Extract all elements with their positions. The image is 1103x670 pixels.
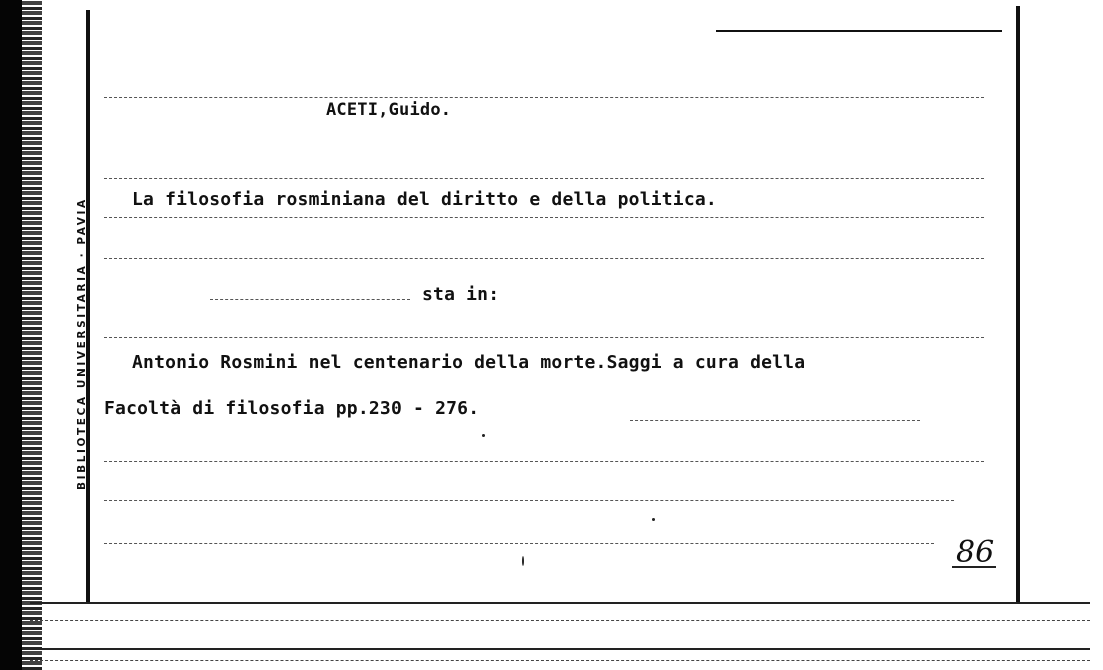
ruled-line [104, 461, 984, 462]
top-rule [716, 30, 1002, 32]
ruled-line [104, 217, 984, 218]
scan-bottom-dash [30, 660, 1090, 661]
speck [652, 518, 655, 521]
number-underline [952, 566, 996, 568]
handwritten-number: 86 [956, 535, 995, 570]
ruled-line [630, 420, 920, 421]
speck [522, 556, 524, 566]
author-heading: ACETI,Guido. [326, 100, 452, 120]
ruled-line [104, 258, 984, 259]
ruled-line [104, 97, 984, 98]
scan-bottom-rule [30, 602, 1090, 604]
scan-bottom-rule [30, 648, 1090, 650]
ruled-line [104, 337, 984, 338]
source-line-1: Antonio Rosmini nel centenario della morte.Saggi a cura della [132, 352, 806, 373]
scan-bottom-dash [30, 620, 1090, 621]
catalog-card [86, 10, 1020, 602]
ruled-line [104, 500, 954, 501]
card-right-border [1016, 6, 1020, 602]
work-title: La filosofia rosminiana del diritto e della politica. [132, 189, 717, 210]
library-stamp-text: BIBLIOTECA UNIVERSITARIA · PAVIA [76, 197, 88, 490]
speck [482, 434, 485, 437]
ruled-line [104, 543, 934, 544]
ruled-line [104, 178, 984, 179]
source-line-2: Facoltà di filosofia pp.230 - 276. [104, 398, 480, 419]
scanned-edge-dark [0, 0, 22, 670]
in-source-label: sta in: [422, 284, 500, 305]
ruled-line [210, 299, 410, 300]
